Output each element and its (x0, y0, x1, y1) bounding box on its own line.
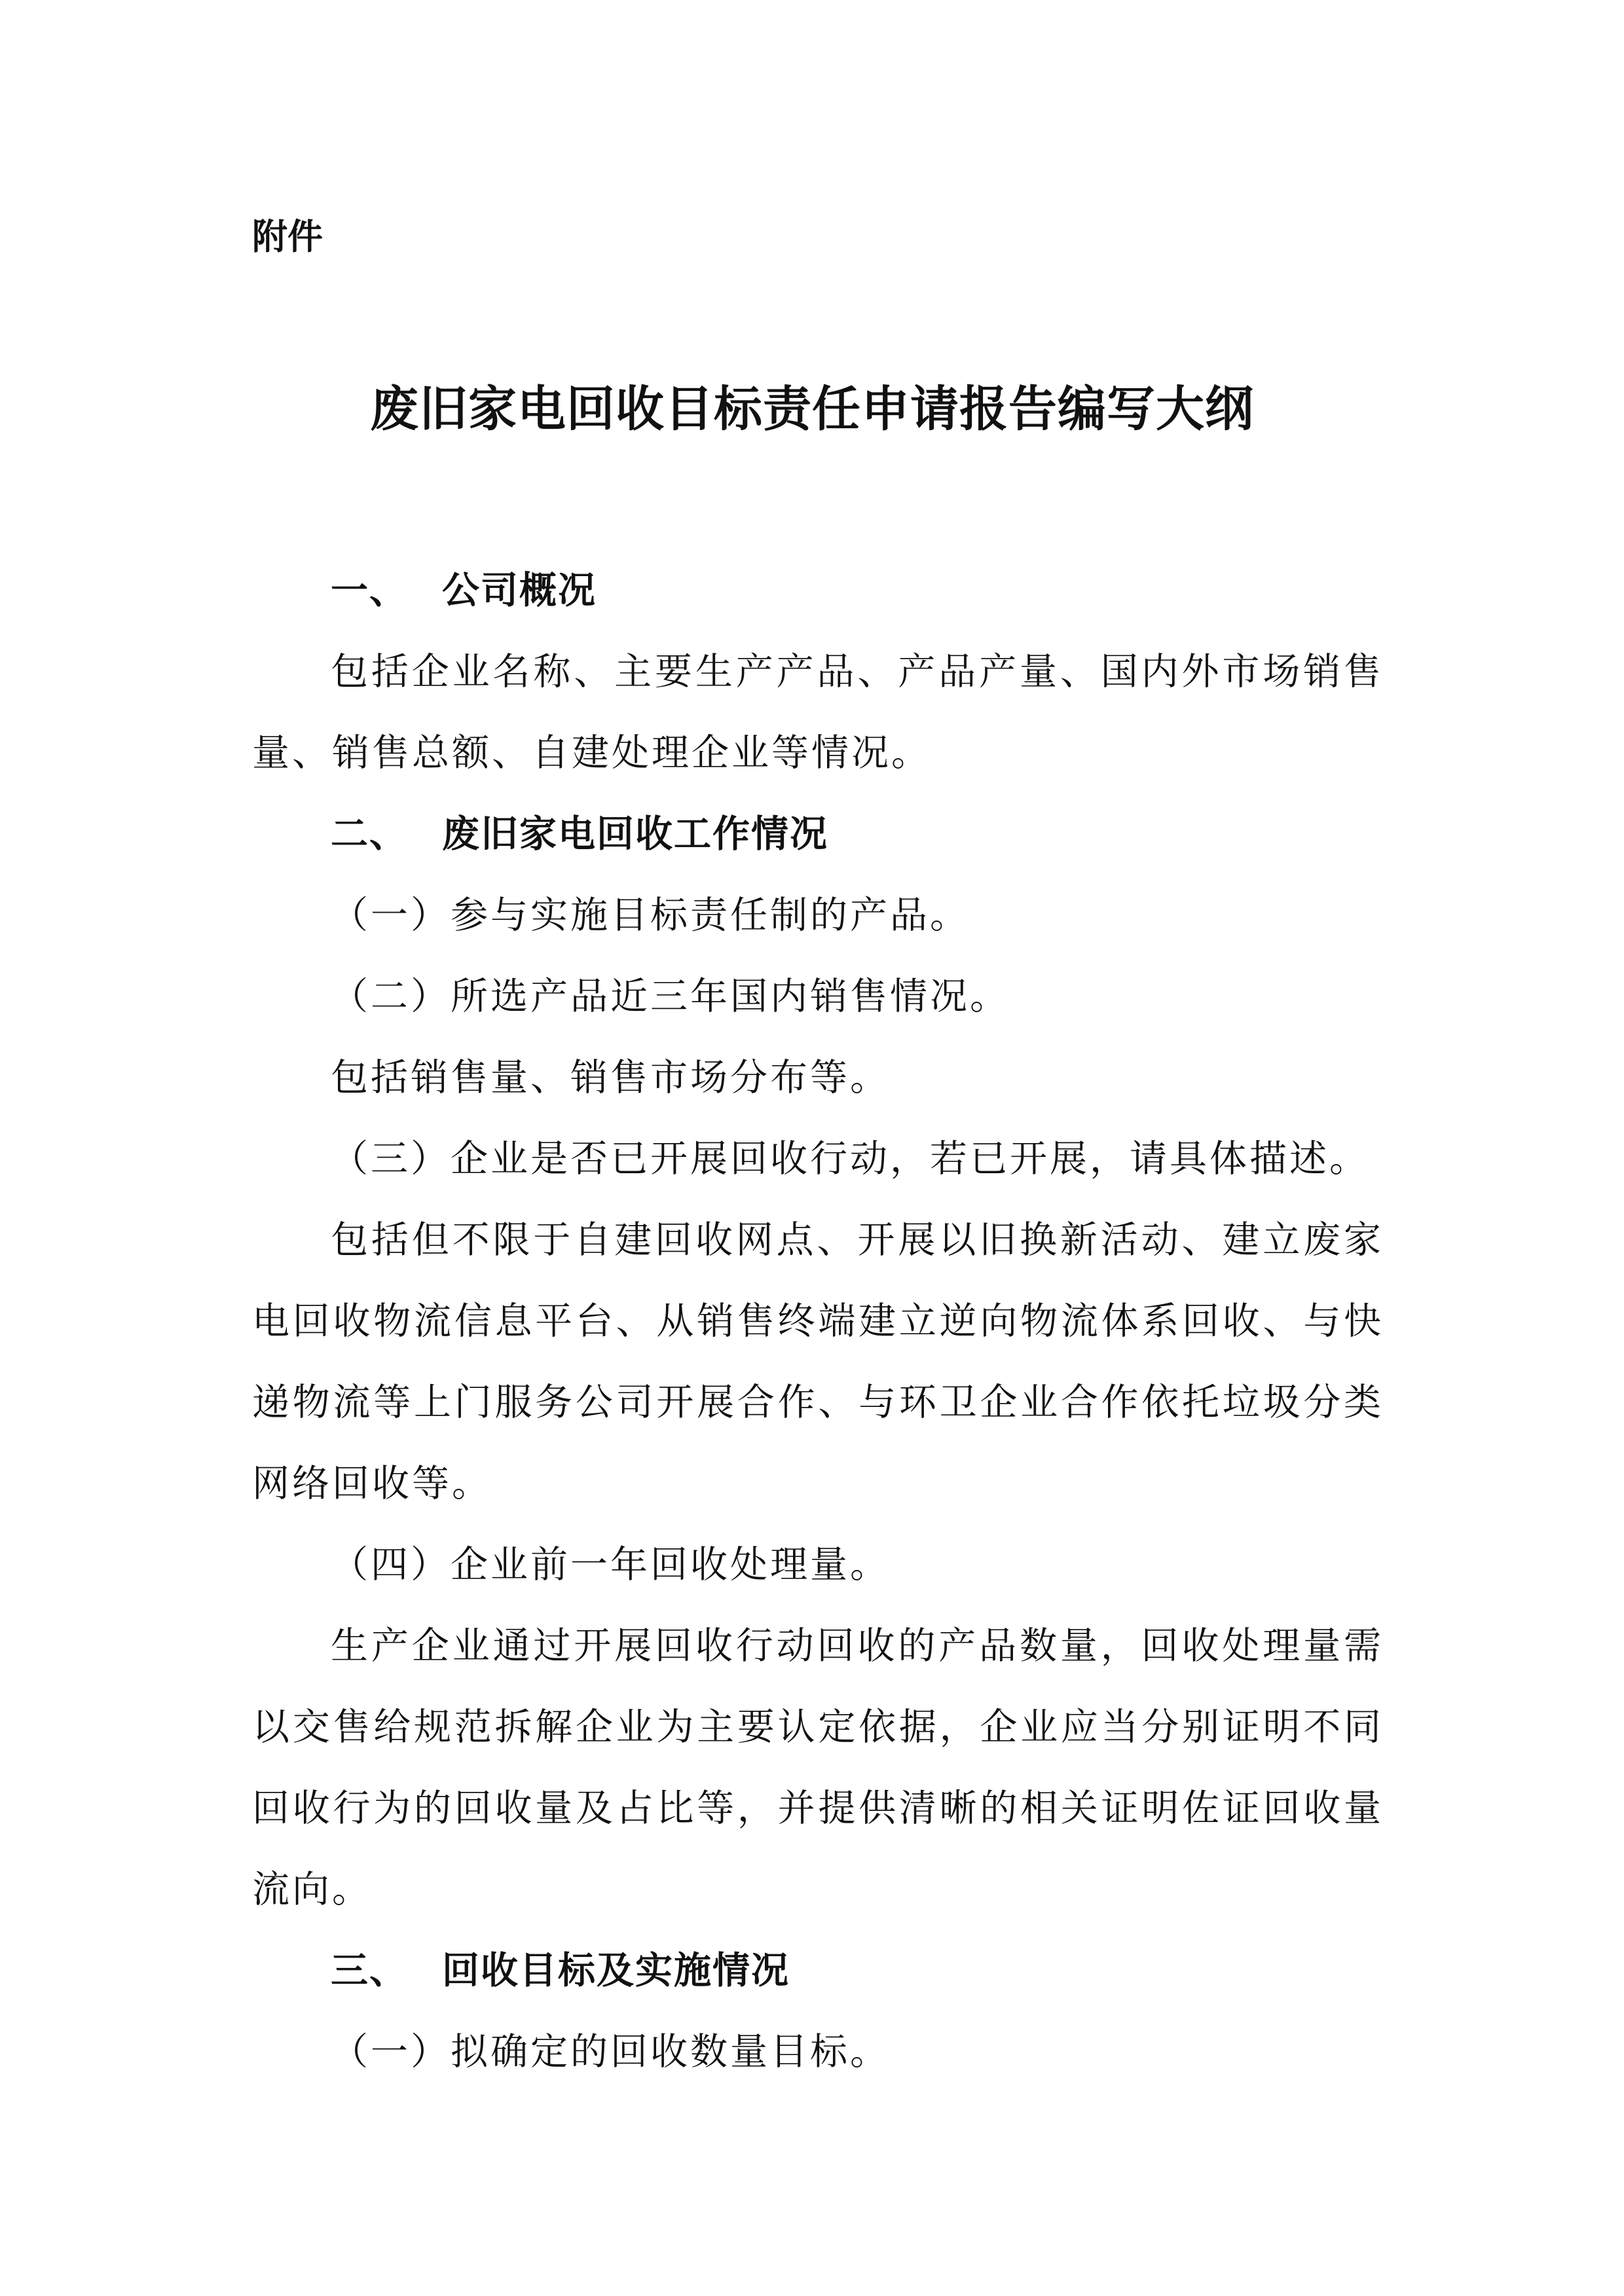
section-1-paragraph: 包括企业名称、主要生产产品、产品产量、国内外市场销售量、销售总额、自建处理企业等情况。 (252, 650, 1384, 774)
section-title-2: 废旧家电回收工作情况 (442, 812, 828, 856)
section-number-1: 一、 (331, 569, 408, 612)
subsection-2-4-paragraph: 生产企业通过开展回收行动回收的产品数量，回收处理量需以交售给规范拆解企业为主要认定依据，企业应当分别证明不同回收行为的回收量及占比等，并提供清晰的相关证明佐证回收量流向。 (252, 1624, 1384, 1911)
subsection-2-3: （三）企业是否已开展回收行动，若已开展，请具体描述。 (331, 1137, 1369, 1180)
document-body (252, 550, 1384, 2092)
section-number-2: 二、 (331, 812, 408, 856)
section-heading-2 (252, 793, 1384, 875)
section-heading-3 (252, 1930, 1384, 2011)
attachment-label: 附件 (252, 216, 323, 257)
section-number-3: 三、 (331, 1949, 408, 1992)
subsection-2-2-paragraph: 包括销售量、销售市场分布等。 (331, 1056, 890, 1099)
subsection-3-1: （一）拟确定的回收数量目标。 (331, 2030, 890, 2073)
section-title-1: 公司概况 (442, 569, 597, 612)
document-title: 废旧家电回收目标责任申请报告编写大纲 (370, 381, 1254, 437)
subsection-2-2: （二）所选产品近三年国内销售情况。 (331, 975, 1010, 1018)
section-title-3: 回收目标及实施情况 (442, 1949, 790, 1992)
subsection-2-3-paragraph: 包括但不限于自建回收网点、开展以旧换新活动、建立废家电回收物流信息平台、从销售终端建立逆向物流体系回收、与快递物流等上门服务公司开展合作、与环卫企业合作依托垃圾分类网络回收等。 (252, 1218, 1384, 1505)
section-heading-1 (252, 550, 1384, 631)
subsection-2-4: （四）企业前一年回收处理量。 (331, 1543, 890, 1586)
subsection-2-1: （一）参与实施目标责任制的产品。 (331, 894, 970, 937)
